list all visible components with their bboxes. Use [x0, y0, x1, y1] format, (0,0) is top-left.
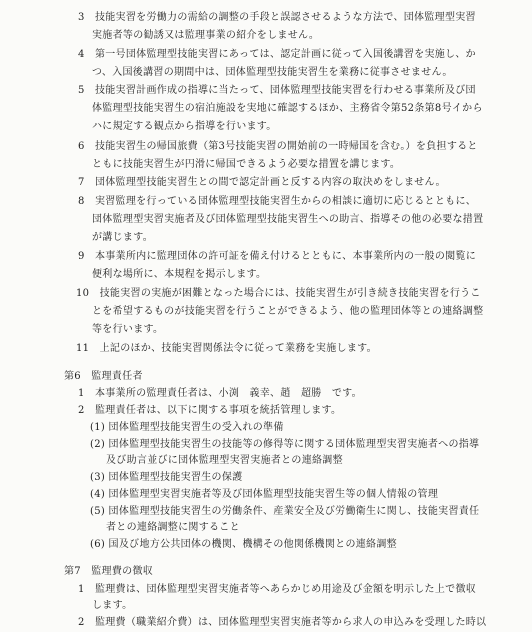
item-6-line-2: ともに技能実習生が円滑に帰国できるよう必要な措置を講じます。 — [92, 159, 401, 170]
item-3-line-2: 実施者等の勧誘又は監理事業の紹介をしません。 — [92, 30, 320, 41]
section-7-para-1-line-1: 1 監理費は、団体監理型実習実施者等へあらかじめ用途及び金額を明示した上で徴収 — [78, 584, 477, 595]
section-7-heading: 第7 監理費の徴収 — [64, 566, 154, 577]
item-10-line-1: 10 技能実習の実施が困難となった場合には、技能実習生が引き続き技能実習を行うこ — [76, 288, 481, 299]
section-6-sub-2-line-2: 及び助言並びに団体監理型実習実施者との連絡調整 — [106, 455, 343, 466]
item-5-line-3: ハに規定する観点から指導を行います。 — [92, 121, 277, 132]
item-3-line-1: 3 技能実習を労働力の需給の調整の手段と誤認させるような方法で、団体監理型実習 — [78, 12, 476, 23]
item-10-line-3: 等を行います。 — [92, 324, 164, 335]
item-4-line-2: つ、入国後講習の期間中は、団体監理型技能実習生を業務に従事させません。 — [92, 67, 453, 78]
item-8-line-2: 団体監理型実習実施者及び団体監理型技能実習生への助言、指導その他の必要な措置 — [92, 214, 484, 225]
section-6-heading: 第6 監理責任者 — [64, 371, 143, 382]
section-7-para-1-line-2: します。 — [92, 600, 133, 611]
item-9-line-2: 便利な場所に、本規程を掲示します。 — [92, 269, 267, 280]
section-6-sub-3: (3) 団体監理型技能実習生の保護 — [90, 472, 243, 483]
item-6-line-1: 6 技能実習生の帰国旅費（第3号技能実習の開始前の一時帰国を含む。）を負担すると — [78, 141, 478, 152]
section-6-sub-1: (1) 団体監理型技能実習生の受入れの準備 — [90, 422, 284, 433]
item-4-line-1: 4 第一号団体監理型技能実習にあっては、認定計画に従って入国後講習を実施し、か — [78, 49, 476, 60]
section-6-para-1: 1 本事業所の監理責任者は、小渕 義幸、趙 超勝 です。 — [78, 388, 362, 399]
section-6-sub-2-line-1: (2) 団体監理型技能実習生の技能等の修得等に関する団体監理型実習実施者への指導 — [90, 439, 480, 450]
section-6-sub-5-line-1: (5) 団体監理型技能実習生の労働条件、産業安全及び労働衛生に関し、技能実習責任 — [90, 506, 480, 517]
item-5-line-2: 体監理型技能実習生の宿泊施設を実地に確認するほか、主務省令第52条第8号イから — [92, 103, 483, 114]
item-8-line-3: が講じます。 — [92, 232, 153, 243]
item-5-line-1: 5 技能実習計画作成の指導に当たって、団体監理型技能実習を行わせる事業所及び団 — [78, 85, 476, 96]
section-6-sub-5-line-2: 者との連絡調整に関すること — [106, 522, 240, 533]
item-9-line-1: 9 本事業所内に監理団体の許可証を備え付けるとともに、本事業所内の一般の閲覧に — [78, 251, 477, 262]
section-6-sub-6: (6) 国及び地方公共団体の機関、機構その他関係機関との連絡調整 — [90, 539, 397, 550]
item-10-line-2: とを希望するものが技能実習を行うことができるよう、他の監理団体等との連絡調整 — [92, 306, 484, 317]
item-7-line-1: 7 団体監理型技能実習生との間で認定計画と反する内容の取決めをしません。 — [78, 177, 446, 188]
item-11-line-1: 11 上記のほか、技能実習関係法令に従って業務を実施します。 — [76, 343, 377, 354]
section-6-sub-4: (4) 団体監理型実習実施者等及び団体監理型技能実習生等の個人情報の管理 — [90, 489, 439, 500]
section-6-para-2: 2 監理責任者は、以下に関する事項を統括管理します。 — [78, 405, 342, 416]
section-7-para-2-line-1: 2 監理費（職業紹介費）は、団体監理型実習実施者等から求人の申込みを受理した時以 — [78, 617, 487, 628]
item-8-line-1: 8 実習監理を行っている団体監理型技能実習生からの相談に適切に応じるとともに、 — [78, 196, 477, 207]
